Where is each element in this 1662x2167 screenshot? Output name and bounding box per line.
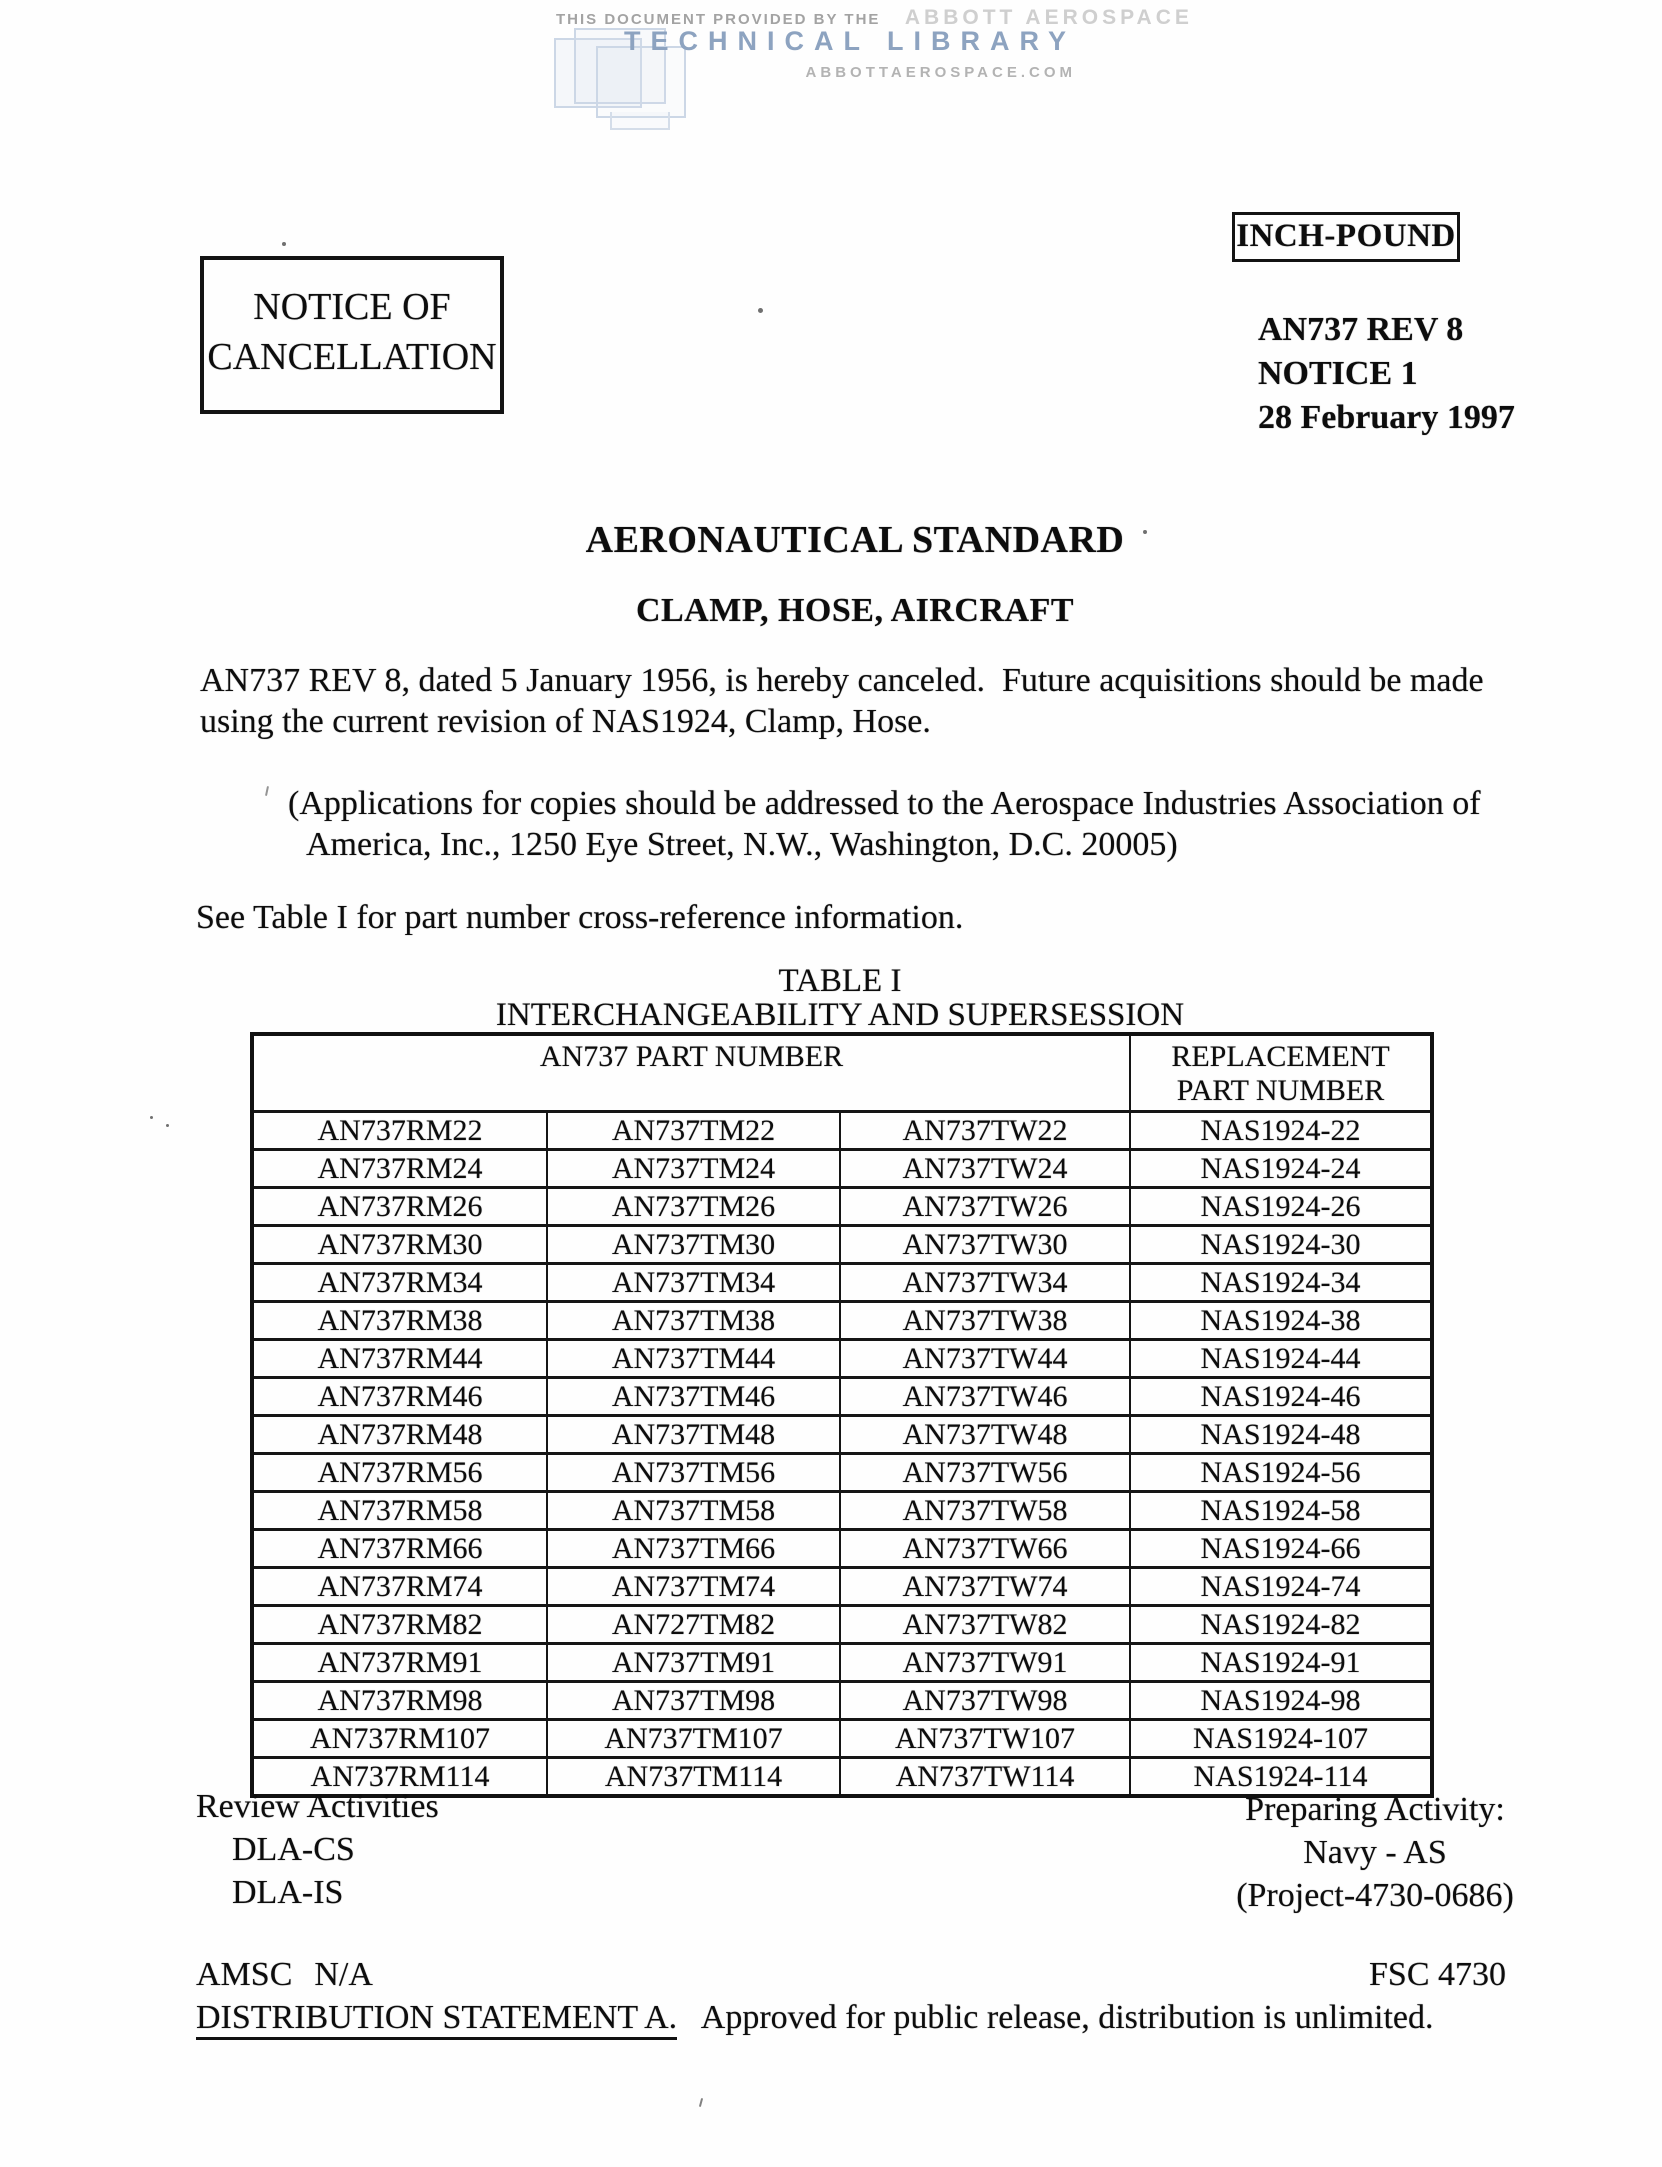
an737-tm-part-cell: AN737TM58 (547, 1492, 840, 1530)
an737-tw-part-cell: AN737TW58 (840, 1492, 1130, 1530)
distribution-statement-text: Approved for public release, distribution is unlimited. (685, 1999, 1434, 2036)
an737-rm-part-cell: AN737RM38 (252, 1302, 547, 1340)
scan-speck (150, 1116, 153, 1119)
an737-tw-part-cell: AN737TW56 (840, 1454, 1130, 1492)
an737-tw-part-cell: AN737TW66 (840, 1530, 1130, 1568)
page-title: AERONAUTICAL STANDARD (585, 519, 1125, 561)
an737-rm-part-cell: AN737RM58 (252, 1492, 547, 1530)
notice-box-line1: NOTICE OF (253, 286, 451, 328)
an737-part-number-header: AN737 PART NUMBER (252, 1034, 1130, 1112)
review-activities-label: Review Activities (196, 1788, 439, 1825)
an737-tm-part-cell: AN737TM22 (547, 1112, 840, 1150)
an737-tw-part-cell: AN737TW107 (840, 1720, 1130, 1758)
an737-tw-part-cell: AN737TW22 (840, 1112, 1130, 1150)
an737-tw-part-cell: AN737TW91 (840, 1644, 1130, 1682)
fsc-code: FSC 4730 (1369, 1956, 1506, 1993)
replacement-part-cell: NAS1924-91 (1130, 1644, 1432, 1682)
replacement-part-cell: NAS1924-46 (1130, 1378, 1432, 1416)
preparing-activity-block (1230, 1788, 1520, 1917)
notice-of-cancellation-box (200, 256, 504, 414)
watermark-provided-by: THIS DOCUMENT PROVIDED BY THE (556, 11, 881, 28)
an737-rm-part-cell: AN737RM114 (252, 1758, 547, 1797)
an737-tw-part-cell: AN737TW74 (840, 1568, 1130, 1606)
an737-tm-part-cell: AN737TM46 (547, 1378, 840, 1416)
replacement-part-cell: NAS1924-98 (1130, 1682, 1432, 1720)
an737-rm-part-cell: AN737RM46 (252, 1378, 547, 1416)
replacement-part-cell: NAS1924-107 (1130, 1720, 1432, 1758)
an737-rm-part-cell: AN737RM74 (252, 1568, 547, 1606)
watermark-title: TECHNICAL LIBRARY (624, 26, 1076, 56)
table-body (252, 1112, 1432, 1797)
scan-speck (758, 308, 763, 313)
review-activity-dla-cs: DLA-CS (232, 1831, 355, 1868)
parts-cross-reference-table (250, 1032, 1434, 1798)
an737-rm-part-cell: AN737RM34 (252, 1264, 547, 1302)
replacement-part-cell: NAS1924-30 (1130, 1226, 1432, 1264)
an737-tm-part-cell: AN737TM98 (547, 1682, 840, 1720)
an737-rm-part-cell: AN737RM44 (252, 1340, 547, 1378)
replacement-part-cell: NAS1924-114 (1130, 1758, 1432, 1797)
an737-rm-part-cell: AN737RM82 (252, 1606, 547, 1644)
table-title: TABLE I (778, 963, 902, 999)
cancellation-line1: AN737 REV 8, dated 5 January 1956, is hereby canceled. Future acquisitions should be made (200, 662, 1484, 699)
an737-tm-part-cell: AN737TM34 (547, 1264, 840, 1302)
an737-tw-part-cell: AN737TW30 (840, 1226, 1130, 1264)
watermark-url: ABBOTTAEROSPACE.COM (805, 64, 1076, 81)
applications-line2: America, Inc., 1250 Eye Street, N.W., Washington, D.C. 20005) (306, 826, 1178, 863)
an737-tw-part-cell: AN737TW44 (840, 1340, 1130, 1378)
an737-tw-part-cell: AN737TW38 (840, 1302, 1130, 1340)
replacement-header-line2: PART NUMBER (1176, 1074, 1385, 1107)
table-row (252, 1454, 1432, 1492)
an737-rm-part-cell: AN737RM48 (252, 1416, 547, 1454)
table-row (252, 1226, 1432, 1264)
table-row (252, 1188, 1432, 1226)
an737-rm-part-cell: AN737RM24 (252, 1150, 547, 1188)
standard-number: AN737 REV 8 (1258, 311, 1464, 348)
an737-tm-part-cell: AN737TM56 (547, 1454, 840, 1492)
scan-speck (699, 2098, 703, 2107)
table-row (252, 1302, 1432, 1340)
an737-tm-part-cell: AN727TM82 (547, 1606, 840, 1644)
page-outline-icon (610, 112, 670, 130)
an737-rm-part-cell: AN737RM56 (252, 1454, 547, 1492)
inch-pound-label: INCH-POUND (1236, 218, 1456, 254)
an737-rm-part-cell: AN737RM91 (252, 1644, 547, 1682)
preparing-activity-label: Preparing Activity: (1245, 1791, 1505, 1828)
cancellation-paragraph (200, 660, 1490, 742)
an737-tm-part-cell: AN737TM26 (547, 1188, 840, 1226)
an737-tw-part-cell: AN737TW98 (840, 1682, 1130, 1720)
replacement-header-line1: REPLACEMENT (1171, 1040, 1390, 1073)
page-subtitle: CLAMP, HOSE, AIRCRAFT (635, 592, 1075, 629)
scan-speck (166, 1124, 169, 1127)
distribution-statement-label: DISTRIBUTION STATEMENT A. (196, 1999, 677, 2040)
replacement-part-cell: NAS1924-24 (1130, 1150, 1432, 1188)
table-row (252, 1264, 1432, 1302)
table-header-row (252, 1034, 1432, 1112)
an737-rm-part-cell: AN737RM22 (252, 1112, 547, 1150)
replacement-part-cell: NAS1924-44 (1130, 1340, 1432, 1378)
an737-tw-part-cell: AN737TW34 (840, 1264, 1130, 1302)
see-table-note: See Table I for part number cross-reference information. (196, 899, 964, 936)
review-activity-dla-is: DLA-IS (232, 1874, 344, 1911)
table-row (252, 1112, 1432, 1150)
project-number: (Project-4730-0686) (1236, 1877, 1514, 1914)
replacement-part-cell: NAS1924-66 (1130, 1530, 1432, 1568)
an737-tm-part-cell: AN737TM30 (547, 1226, 840, 1264)
table-subtitle: INTERCHANGEABILITY AND SUPERSESSION (495, 997, 1185, 1033)
watermark (0, 0, 1662, 130)
an737-rm-part-cell: AN737RM30 (252, 1226, 547, 1264)
an737-tw-part-cell: AN737TW24 (840, 1150, 1130, 1188)
an737-tw-part-cell: AN737TW46 (840, 1378, 1130, 1416)
table-row (252, 1378, 1432, 1416)
an737-tm-part-cell: AN737TM48 (547, 1416, 840, 1454)
watermark-brand: ABBOTT AEROSPACE (904, 6, 1193, 29)
replacement-part-cell: NAS1924-56 (1130, 1454, 1432, 1492)
an737-tm-part-cell: AN737TM38 (547, 1302, 840, 1340)
table-row (252, 1492, 1432, 1530)
replacement-part-cell: NAS1924-58 (1130, 1492, 1432, 1530)
inch-pound-box (1232, 212, 1460, 262)
replacement-part-cell: NAS1924-48 (1130, 1416, 1432, 1454)
document-id-block (1258, 308, 1515, 440)
scan-speck (1143, 530, 1147, 534)
scan-speck (265, 786, 269, 796)
an737-tw-part-cell: AN737TW82 (840, 1606, 1130, 1644)
table-row (252, 1682, 1432, 1720)
replacement-part-cell: NAS1924-34 (1130, 1264, 1432, 1302)
an737-tm-part-cell: AN737TM114 (547, 1758, 840, 1797)
scan-speck (282, 242, 286, 246)
distribution-statement (196, 1999, 1526, 2037)
table-row (252, 1568, 1432, 1606)
an737-tw-part-cell: AN737TW48 (840, 1416, 1130, 1454)
replacement-part-cell: NAS1924-22 (1130, 1112, 1432, 1150)
an737-rm-part-cell: AN737RM98 (252, 1682, 547, 1720)
an737-rm-part-cell: AN737RM26 (252, 1188, 547, 1226)
table-row (252, 1530, 1432, 1568)
applications-paragraph (288, 783, 1528, 865)
replacement-part-cell: NAS1924-26 (1130, 1188, 1432, 1226)
amsc-label: AMSC (196, 1956, 293, 1993)
an737-tw-part-cell: AN737TW114 (840, 1758, 1130, 1797)
replacement-part-cell: NAS1924-74 (1130, 1568, 1432, 1606)
table-row (252, 1340, 1432, 1378)
cancellation-line2: using the current revision of NAS1924, Clamp, Hose. (200, 703, 931, 740)
table-row (252, 1644, 1432, 1682)
amsc-value: N/A (314, 1956, 373, 1993)
notice-number: NOTICE 1 (1258, 355, 1418, 392)
replacement-part-number-header (1130, 1034, 1432, 1112)
an737-tm-part-cell: AN737TM91 (547, 1644, 840, 1682)
amsc-line (196, 1956, 373, 1994)
an737-tm-part-cell: AN737TM74 (547, 1568, 840, 1606)
table-row (252, 1150, 1432, 1188)
notice-box-line2: CANCELLATION (207, 336, 497, 378)
document-date: 28 February 1997 (1258, 399, 1515, 436)
table-row (252, 1606, 1432, 1644)
preparing-activity-value: Navy - AS (1303, 1834, 1447, 1871)
replacement-part-cell: NAS1924-38 (1130, 1302, 1432, 1340)
replacement-part-cell: NAS1924-82 (1130, 1606, 1432, 1644)
applications-line1: (Applications for copies should be addressed to the Aerospace Industries Association of (288, 785, 1481, 822)
an737-tm-part-cell: AN737TM66 (547, 1530, 840, 1568)
table-row (252, 1416, 1432, 1454)
an737-tm-part-cell: AN737TM24 (547, 1150, 840, 1188)
an737-rm-part-cell: AN737RM66 (252, 1530, 547, 1568)
an737-rm-part-cell: AN737RM107 (252, 1720, 547, 1758)
an737-tm-part-cell: AN737TM107 (547, 1720, 840, 1758)
table-row (252, 1720, 1432, 1758)
an737-tm-part-cell: AN737TM44 (547, 1340, 840, 1378)
an737-tw-part-cell: AN737TW26 (840, 1188, 1130, 1226)
